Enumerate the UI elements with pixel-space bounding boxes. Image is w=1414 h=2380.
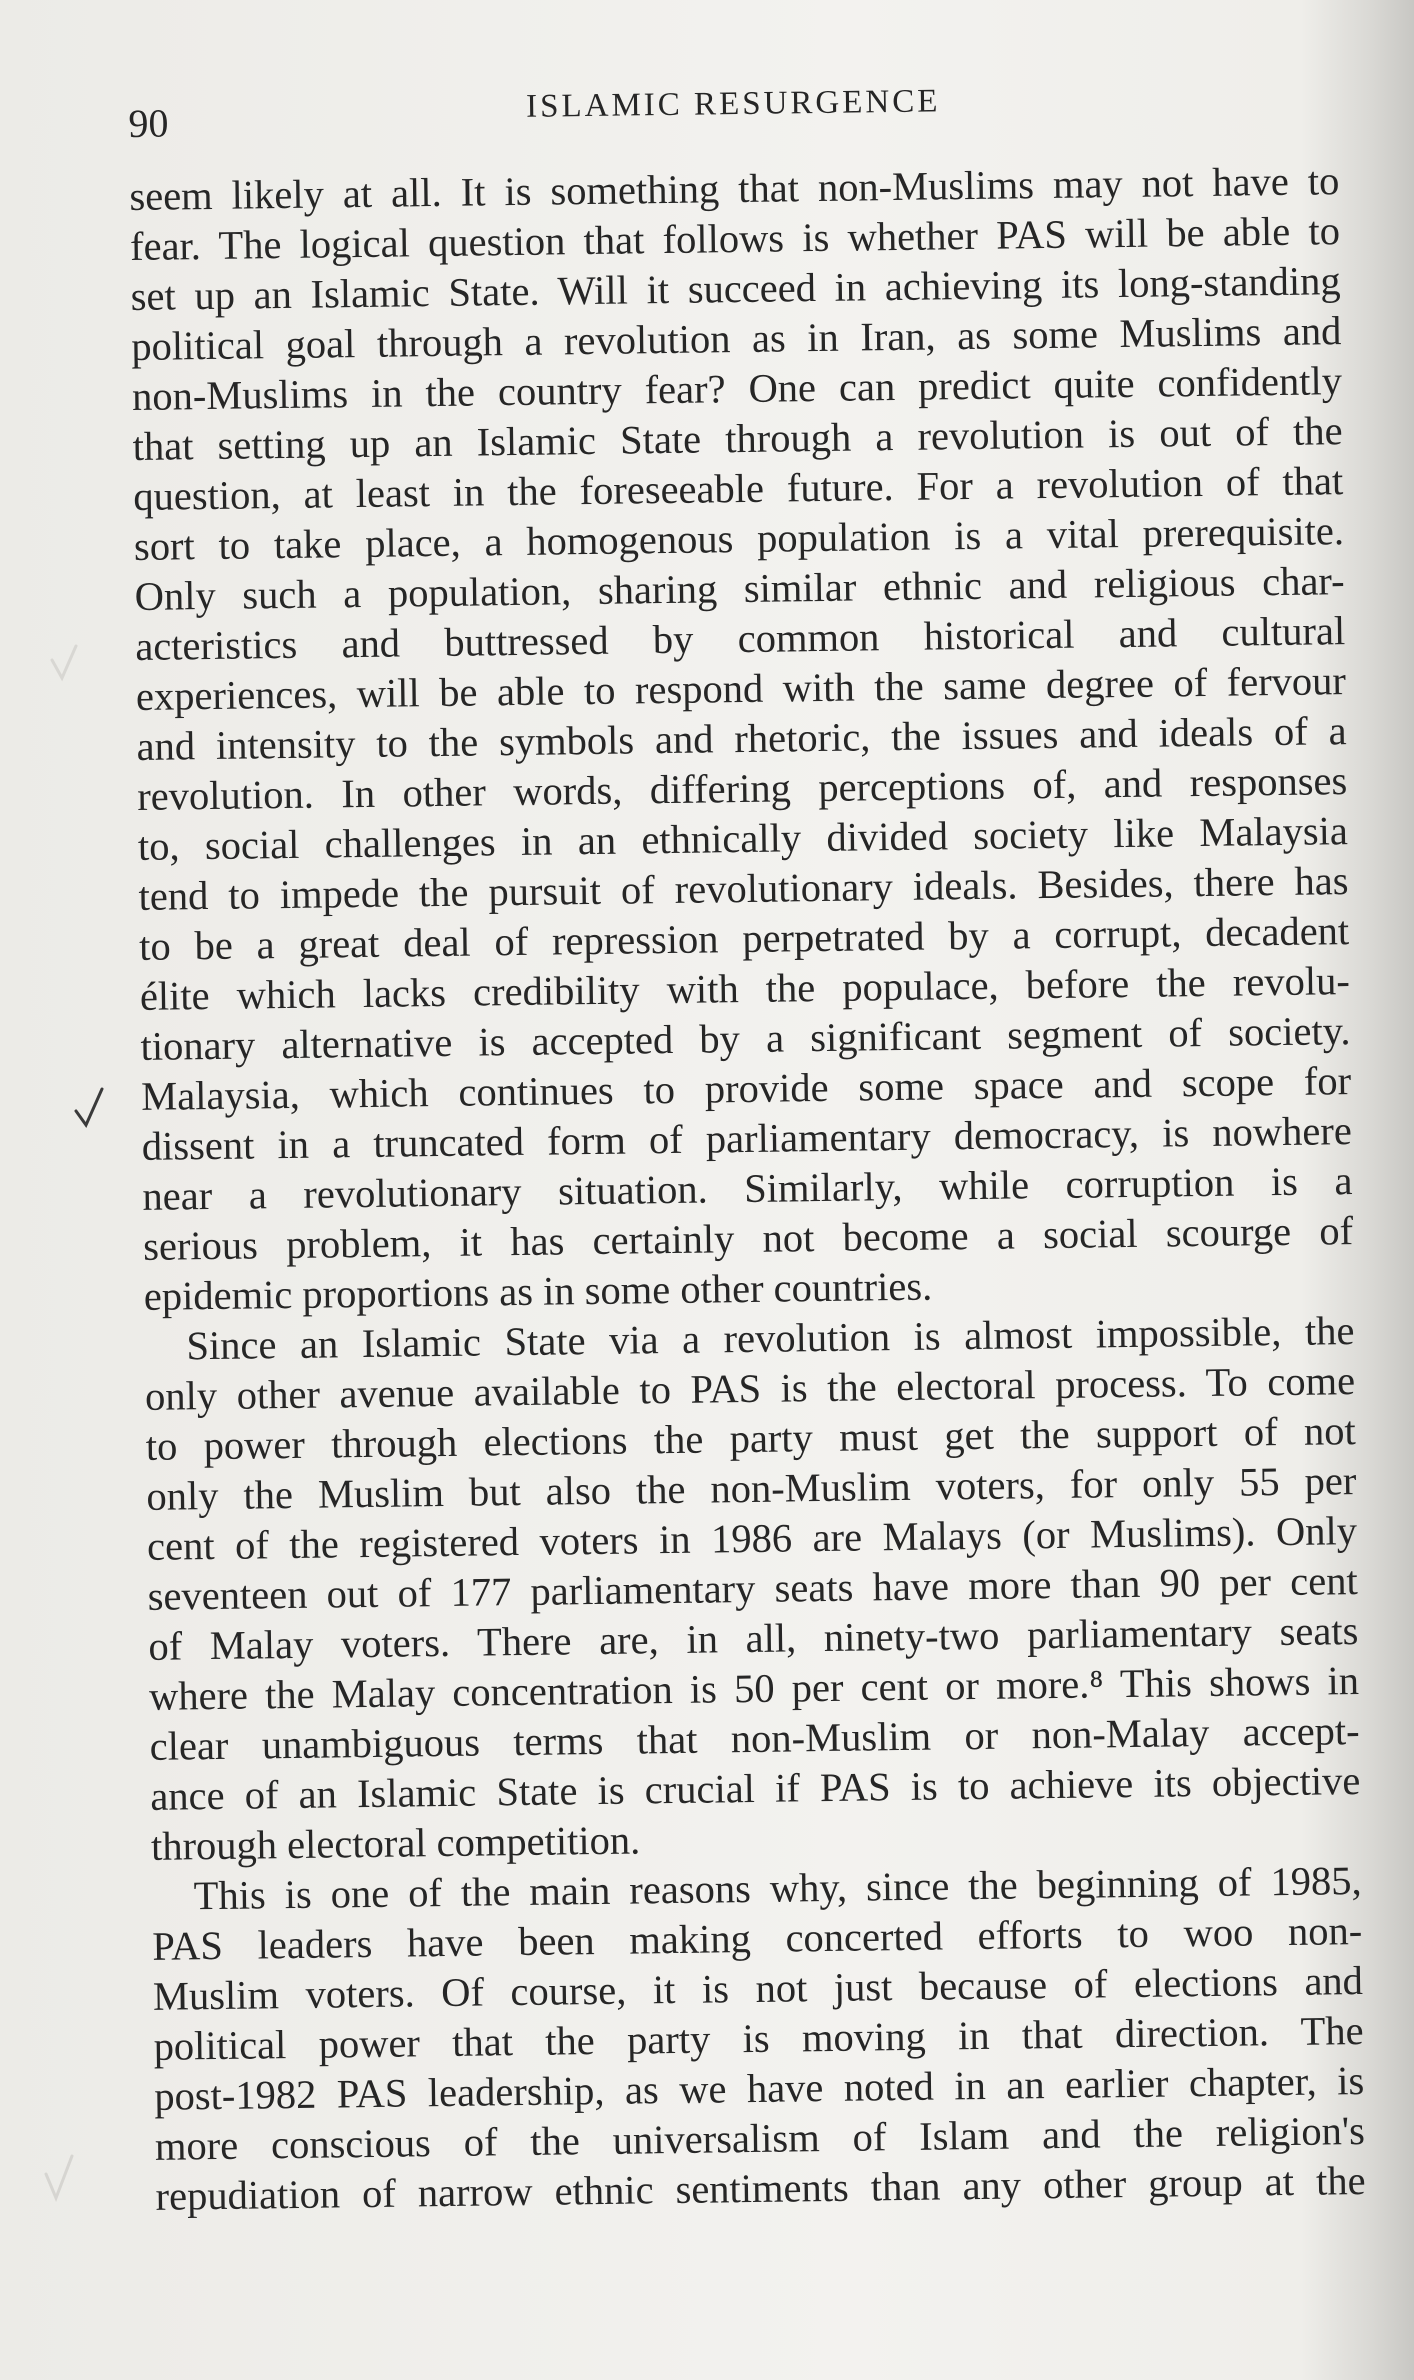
text-line: post-1982 PAS leadership, as we have noted in an earlier chapter, is (153, 2057, 1365, 2119)
text-line: political goal through a revolution as in Iran, as some Muslims and (131, 308, 1342, 369)
text-line: clear unambiguous terms that non-Muslim or non-Malay accept- (149, 1708, 1360, 1769)
page-header (128, 72, 1339, 158)
text-line: tend to impede the pursuit of revolutionary ideals. Besides, there has (138, 858, 1349, 919)
text-line: set up an Islamic State. Will it succeed in achieving its long-standing (130, 258, 1341, 319)
text-line: only other avenue available to PAS is the electoral process. To come (144, 1358, 1356, 1419)
text-line: where the Malay concentration is 50 per cent or more.⁸ This shows in (148, 1658, 1360, 1719)
text-line: serious problem, it has certainly not become a social scourge of (142, 1208, 1354, 1269)
text-line: political power that the party is moving in that direction. The (153, 2007, 1364, 2069)
text-line: PAS leaders have been making concerted efforts to woo non- (152, 1908, 1363, 1969)
text-line: Since an Islamic State via a revolution is almost impossible, the (186, 1308, 1355, 1369)
faint-checkmark-icon (48, 640, 88, 690)
text-line: near a revolutionary situation. Similarly, while corruption is a (142, 1158, 1353, 1219)
running-head: ISLAMIC RESURGENCE (525, 83, 941, 125)
text-line: non-Muslims in the country fear? One can predict quite confidently (131, 358, 1343, 419)
page-number: 90 (128, 100, 169, 146)
text-line: cent of the registered voters in 1986 are Malays (or Muslims). Only (146, 1508, 1358, 1569)
body-text (129, 156, 1366, 2222)
text-line: fear. The logical question that follows is whether PAS will be able to (129, 208, 1341, 269)
text-line: seventeen out of 177 parliamentary seats have more than 90 per cent (147, 1558, 1358, 1619)
text-line: more conscious of the universalism of Islam and the religion's (154, 2107, 1366, 2169)
faint-checkmark-icon (42, 2150, 82, 2210)
text-line: seem likely at all. It is something that non-Muslims may not have to (129, 158, 1340, 219)
text-line: to be a great deal of repression perpetrated by a corrupt, decadent (138, 908, 1350, 969)
text-line: Malaysia, which continues to provide some space and scope for (140, 1058, 1352, 1119)
text-line: dissent in a truncated form of parliamentary democracy, is nowhere (141, 1108, 1353, 1169)
text-line: experiences, will be able to respond with the same degree of fervour (135, 658, 1347, 719)
text-line: revolution. In other words, differing perceptions of, and responses (136, 758, 1348, 819)
text-line: and intensity to the symbols and rhetoric, the issues and ideals of a (136, 708, 1347, 769)
text-line: epidemic proportions as in some other countries. (143, 1263, 933, 1319)
text-line: Only such a population, sharing similar ethnic and religious char- (134, 558, 1345, 619)
text-line: only the Muslim but also the non-Muslim voters, for only 55 per (146, 1458, 1357, 1519)
text-line: to power through elections the party must get the support of not (145, 1408, 1356, 1469)
text-line: This is one of the main reasons why, since the beginning of 1985, (193, 1858, 1362, 1919)
pencil-checkmark-icon (72, 1085, 112, 1135)
text-line: élite which lacks credibility with the populace, before the revolu- (139, 958, 1351, 1019)
text-line: of Malay voters. There are, in all, ninety-two parliamentary seats (148, 1608, 1359, 1669)
text-line: ance of an Islamic State is crucial if PAS is to achieve its objective (150, 1758, 1361, 1819)
text-line: tionary alternative is accepted by a significant segment of society. (140, 1008, 1351, 1069)
text-line: Muslim voters. Of course, it is not just because of elections and (152, 1958, 1364, 2019)
book-page (128, 72, 1366, 2222)
text-line: question, at least in the foreseeable future. For a revolution of that (133, 458, 1344, 519)
text-line: repudiation of narrow ethnic sentiments than any other group at the (155, 2157, 1366, 2219)
text-line: acteristics and buttressed by common historical and cultural (135, 608, 1346, 669)
text-line: through electoral competition. (150, 1817, 641, 1869)
text-line: sort to take place, a homogenous population is a vital prerequisite. (133, 508, 1345, 569)
text-line: that setting up an Islamic State through a revolution is out of the (132, 408, 1343, 469)
text-line: to, social challenges in an ethnically divided society like Malaysia (137, 808, 1349, 869)
